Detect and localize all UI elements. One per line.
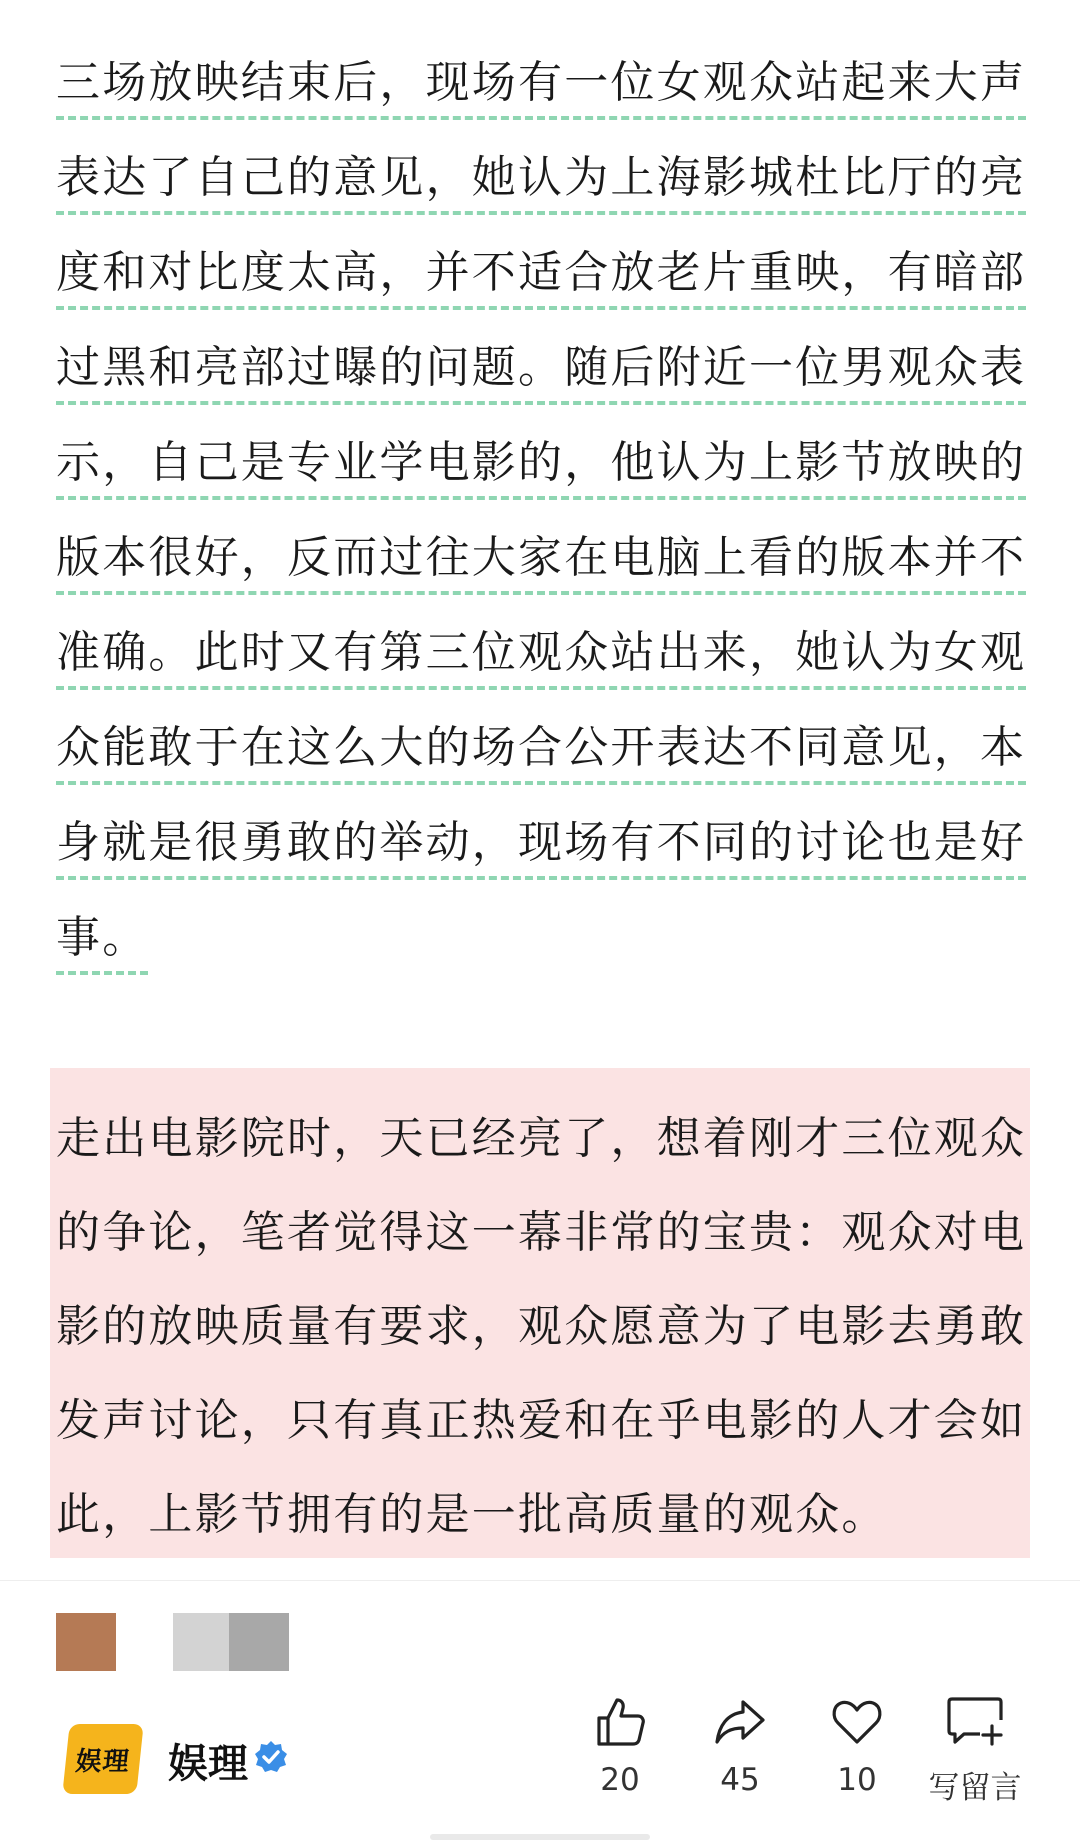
share-button[interactable] <box>685 1694 795 1798</box>
paragraph-line: 事。 <box>56 890 1026 985</box>
paragraph-line: 众能敢于在这么大的场合公开表达不同意见，本 <box>56 700 1026 795</box>
paragraph-line: 三场放映结束后，现场有一位女观众站起来大声 <box>56 35 1026 130</box>
paragraph-line: 的争论，笔者觉得这一幕非常的宝贵：观众对电 <box>56 1207 1027 1258</box>
share-icon <box>713 1694 767 1748</box>
paragraph-line: 表达了自己的意见，她认为上海影城杜比厅的亮 <box>56 130 1026 225</box>
divider <box>0 1580 1080 1581</box>
author-name[interactable]: 娱理 <box>168 1741 248 1787</box>
comment-button[interactable] <box>920 1694 1030 1807</box>
paragraph-highlighted <box>56 1068 1026 1562</box>
comment-add-icon <box>946 1694 1004 1748</box>
comment-label: 写留言 <box>928 1770 1022 1806</box>
reaction-thumbnail[interactable] <box>229 1613 289 1671</box>
like-count: 20 <box>600 1762 640 1798</box>
home-indicator <box>430 1834 650 1840</box>
like-button[interactable] <box>565 1694 675 1798</box>
favorite-button[interactable] <box>802 1694 912 1798</box>
paragraph-line: 此，上影节拥有的是一批高质量的观众。 <box>56 1489 888 1540</box>
verified-badge-icon <box>254 1740 288 1774</box>
paragraph-line: 身就是很勇敢的举动，现场有不同的讨论也是好 <box>56 795 1026 890</box>
paragraph-line: 示，自己是专业学电影的，他认为上影节放映的 <box>56 415 1026 510</box>
paragraph-line: 度和对比度太高，并不适合放老片重映，有暗部 <box>56 225 1026 320</box>
thumbs-up-icon <box>593 1694 647 1748</box>
paragraph-underlined <box>56 35 1026 985</box>
paragraph-line: 过黑和亮部过曝的问题。随后附近一位男观众表 <box>56 320 1026 415</box>
favorite-count: 10 <box>837 1762 877 1798</box>
article-footer <box>0 1680 1080 1840</box>
paragraph-line: 走出电影院时，天已经亮了，想着刚才三位观众 <box>56 1113 1027 1164</box>
paragraph-line: 版本很好，反而过往大家在电脑上看的版本并不 <box>56 510 1026 605</box>
heart-icon <box>830 1694 884 1748</box>
author-avatar[interactable]: 娱理 <box>62 1724 143 1794</box>
paragraph-line: 影的放映质量有要求，观众愿意为了电影去勇敢 <box>56 1301 1027 1352</box>
paragraph-line: 准确。此时又有第三位观众站出来，她认为女观 <box>56 605 1026 700</box>
paragraph-line: 发声讨论，只有真正热爱和在乎电影的人才会如 <box>56 1395 1027 1446</box>
reaction-thumbnail[interactable] <box>173 1613 229 1671</box>
reaction-thumbnail[interactable] <box>56 1613 116 1671</box>
share-count: 45 <box>720 1762 760 1798</box>
